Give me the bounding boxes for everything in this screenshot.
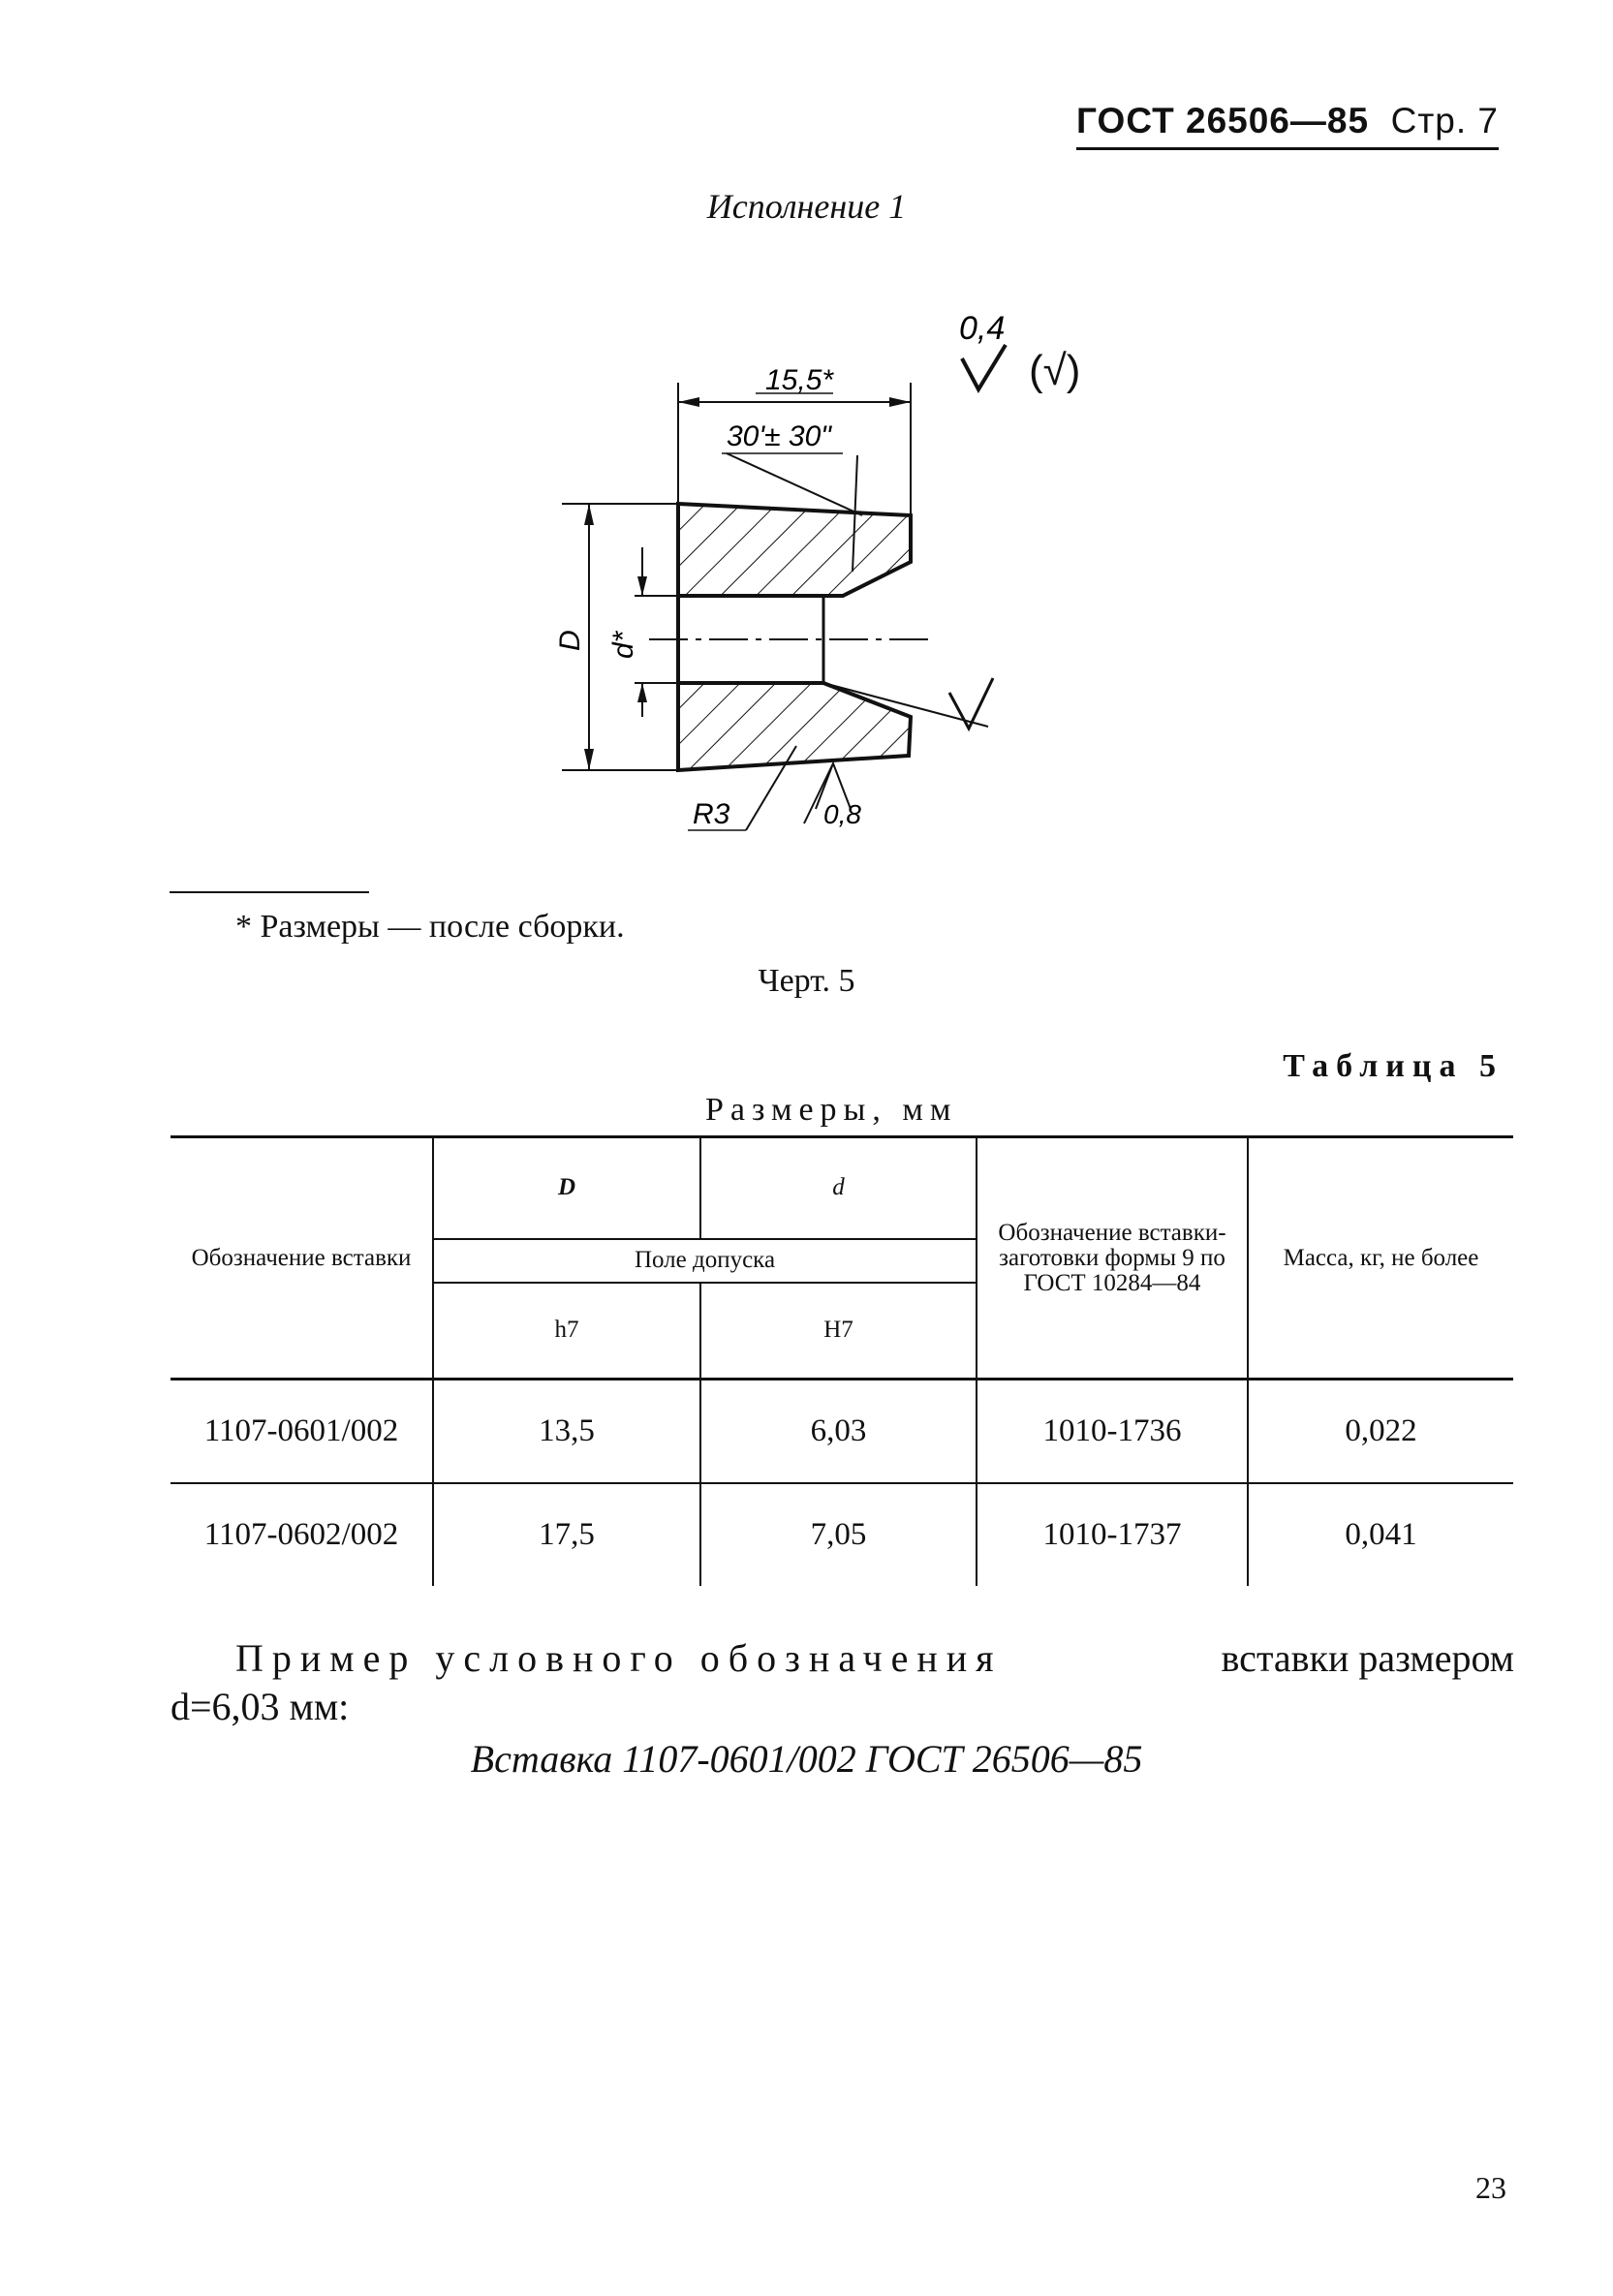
example-designation: Вставка 1107-0601/002 ГОСТ 26506—85 [470,1737,1143,1781]
header-D: D [433,1137,700,1239]
dim-length-label: 15,5* [765,364,834,396]
header-tolerance: Поле допуска [433,1239,977,1283]
table-units: Размеры, мм [705,1092,958,1128]
header-mass: Масса, кг, не более [1248,1137,1513,1380]
cell-blank: 1010-1737 [977,1483,1248,1586]
example-rest: вставки размером [1221,1636,1514,1680]
dim-outer-label: D [554,630,586,651]
cell-d: 7,05 [700,1483,977,1586]
table-title: Таблица 5 [1283,1048,1504,1084]
variant-title: Исполнение 1 [706,187,907,226]
roughness-check-icon [962,345,1006,389]
header-designation: Обозначение вставки [171,1137,433,1380]
example-second-line: d=6,03 мм: [171,1685,350,1728]
roughness-small-value: 0,8 [823,799,861,829]
cell-mass: 0,022 [1248,1380,1513,1484]
header-tol-d: H7 [700,1283,977,1380]
example-lead: Пример условного обозначения [235,1636,1003,1680]
roughness-main-value: 0,4 [959,310,1006,347]
header-tol-D: h7 [433,1283,700,1380]
footnote: * Размеры — после сборки. [235,909,625,945]
figure-caption: Черт. 5 [758,963,855,999]
page-label: Стр. 7 [1390,101,1499,140]
table-row [171,1380,1513,1484]
table-row [171,1483,1513,1586]
upper-section [678,504,911,596]
cell-D: 17,5 [433,1483,700,1586]
example-paragraph [235,1633,1514,1684]
dimensions-table [171,1135,1513,1586]
page-number: 23 [1475,2170,1506,2205]
standard-number: ГОСТ 26506—85 [1076,101,1370,140]
roughness-paren-label: (√) [1029,347,1081,394]
cell-designation: 1107-0601/002 [171,1380,433,1484]
cell-d: 6,03 [700,1380,977,1484]
cell-blank: 1010-1736 [977,1380,1248,1484]
cell-D: 13,5 [433,1380,700,1484]
radius-label: R3 [693,798,730,830]
cell-designation: 1107-0602/002 [171,1483,433,1586]
footnote-rule [170,891,369,893]
header-d: d [700,1137,977,1239]
header-blank: Обозначение вставки-заготовки формы 9 по ГОСТ 10284—84 [977,1137,1248,1380]
dim-angle-label: 30'± 30" [727,420,831,452]
technical-drawing [543,310,1008,853]
cell-mass: 0,041 [1248,1483,1513,1586]
dim-inner-label: d* [607,631,639,659]
page-header [1076,101,1499,150]
